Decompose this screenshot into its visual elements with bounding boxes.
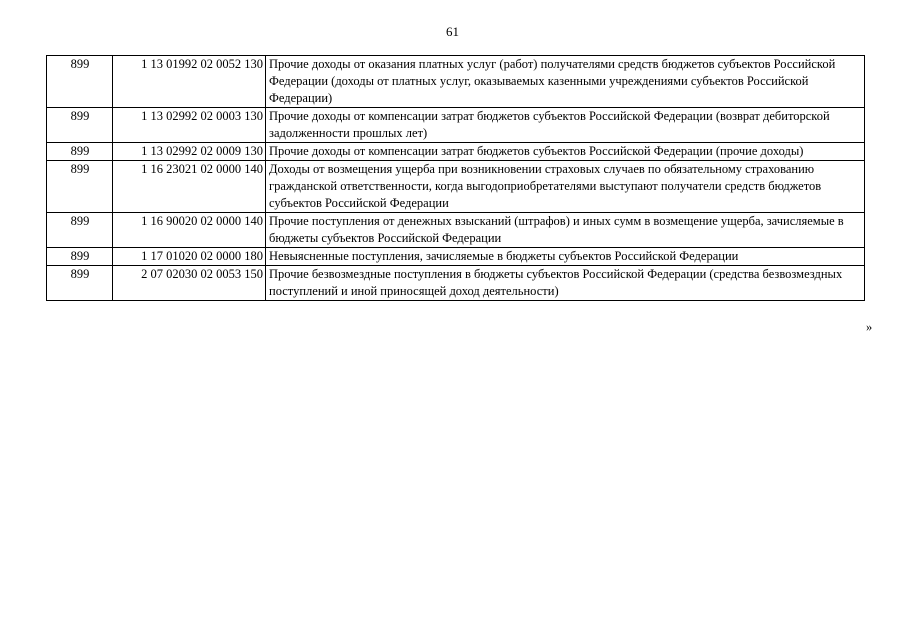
admin-code-cell: 899 [47,213,113,248]
table-row [47,266,865,301]
table-row [47,56,865,108]
revenue-code-cell: 1 13 02992 02 0009 130 [113,143,266,161]
page-number: 61 [446,24,459,39]
table-row [47,108,865,143]
revenue-code-cell: 1 16 90020 02 0000 140 [113,213,266,248]
admin-code-cell: 899 [47,108,113,143]
revenue-name-cell: Доходы от возмещения ущерба при возникновении страховых случаев по обязательному страхованию гражданской ответственности, когда выгодоприобретателями выступают получатели средств бюджетов субъектов Российской Федерации [266,161,865,213]
table-row [47,213,865,248]
revenue-code-cell: 1 17 01020 02 0000 180 [113,248,266,266]
revenue-name-cell: Прочие доходы от оказания платных услуг (работ) получателями средств бюджетов субъектов Российской Федерации (доходы от платных услуг, оказываемых казенными учреждениями субъектов Российской Федерации) [266,56,865,108]
admin-code-cell: 899 [47,161,113,213]
revenue-code-cell: 1 13 01992 02 0052 130 [113,56,266,108]
revenue-name-cell: Невыясненные поступления, зачисляемые в бюджеты субъектов Российской Федерации [266,248,865,266]
revenue-name-cell: Прочие доходы от компенсации затрат бюджетов субъектов Российской Федерации (возврат дебиторской задолженности прошлых лет) [266,108,865,143]
revenue-name-cell: Прочие безвозмездные поступления в бюджеты субъектов Российской Федерации (средства безвозмездных поступлений и иной приносящей доход деятельности) [266,266,865,301]
revenue-code-cell: 1 13 02992 02 0003 130 [113,108,266,143]
revenue-name-cell: Прочие поступления от денежных взысканий (штрафов) и иных сумм в возмещение ущерба, зачисляемые в бюджеты субъектов Российской Федерации [266,213,865,248]
revenue-code-table [46,55,865,301]
revenue-code-cell: 2 07 02030 02 0053 150 [113,266,266,301]
admin-code-cell: 899 [47,248,113,266]
table-row [47,161,865,213]
revenue-code-cell: 1 16 23021 02 0000 140 [113,161,266,213]
closing-quote-mark: » [866,320,873,334]
admin-code-cell: 899 [47,56,113,108]
admin-code-cell: 899 [47,143,113,161]
table-row [47,143,865,161]
revenue-name-cell: Прочие доходы от компенсации затрат бюджетов субъектов Российской Федерации (прочие доходы) [266,143,865,161]
admin-code-cell: 899 [47,266,113,301]
table-row [47,248,865,266]
